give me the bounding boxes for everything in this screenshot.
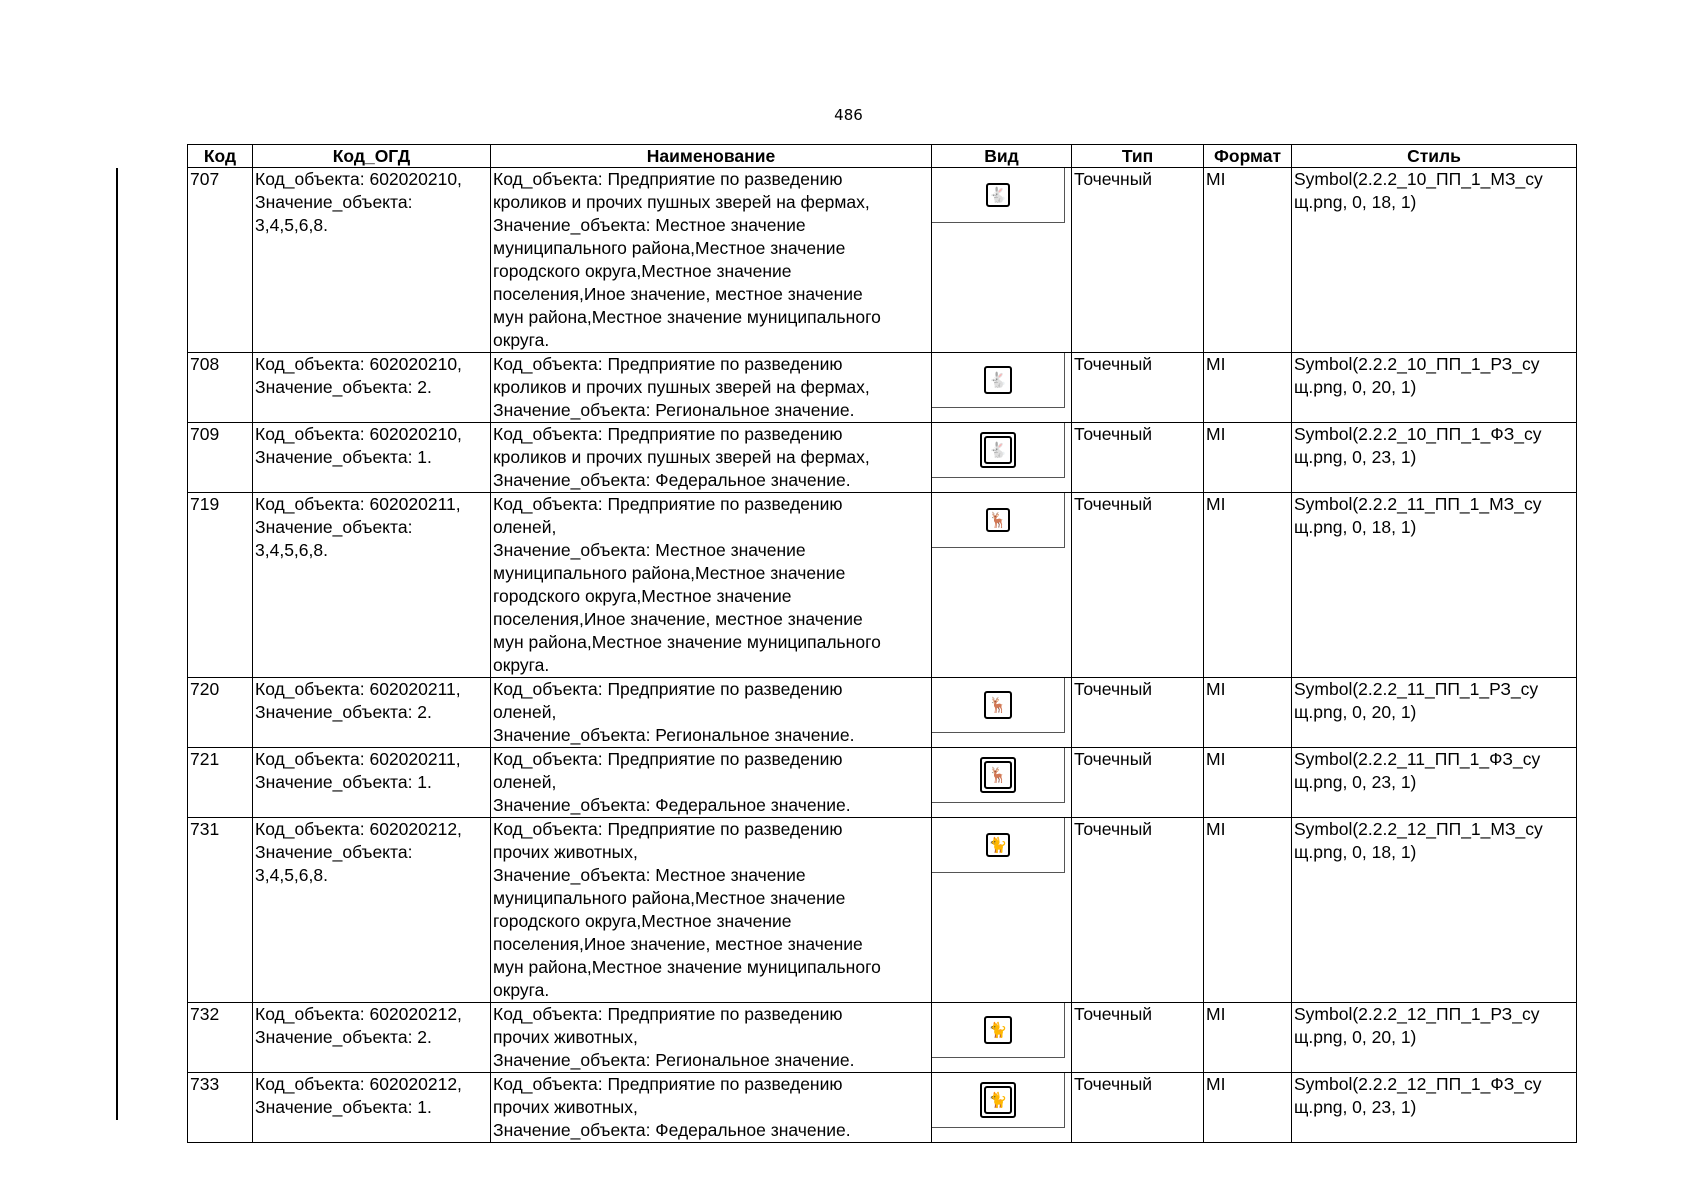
cell-kod: 708	[188, 353, 253, 423]
cell-format: MI	[1204, 1003, 1292, 1073]
cell-kod: 733	[188, 1073, 253, 1143]
cell-name: Код_объекта: Предприятие по разведению прочих животных, Значение_объекта: Региональное значение.	[491, 1003, 932, 1073]
cell-vid	[932, 1003, 1072, 1073]
cell-vid	[932, 493, 1072, 678]
symbol-glyph: 🦌	[984, 761, 1012, 789]
symbol-preview	[932, 748, 1065, 803]
cell-kod-ogd: Код_объекта: 602020211, Значение_объекта: 3,4,5,6,8.	[253, 493, 491, 678]
symbol-preview	[932, 423, 1065, 478]
table-row	[188, 1003, 1577, 1073]
cell-format: MI	[1204, 818, 1292, 1003]
margin-line	[116, 168, 118, 1120]
table-row	[188, 818, 1577, 1003]
cell-format: MI	[1204, 168, 1292, 353]
symbol-glyph: 🦌	[984, 691, 1012, 719]
rabbit-icon	[980, 432, 1016, 468]
cell-vid	[932, 353, 1072, 423]
cell-tip: Точечный	[1072, 1073, 1204, 1143]
deer-icon	[980, 757, 1016, 793]
symbol-glyph: 🐈	[986, 833, 1010, 857]
symbol-registry-table	[187, 144, 1577, 1143]
cell-name: Код_объекта: Предприятие по разведению прочих животных, Значение_объекта: Федеральное значение.	[491, 1073, 932, 1143]
cell-vid	[932, 678, 1072, 748]
cell-tip: Точечный	[1072, 748, 1204, 818]
symbol-preview	[932, 818, 1065, 873]
animal-icon	[980, 1082, 1016, 1118]
cell-kod-ogd: Код_объекта: 602020210, Значение_объекта: 1.	[253, 423, 491, 493]
cell-kod-ogd: Код_объекта: 602020212, Значение_объекта: 3,4,5,6,8.	[253, 818, 491, 1003]
cell-name: Код_объекта: Предприятие по разведению кроликов и прочих пушных зверей на фермах, Значение_объекта: Федеральное значение.	[491, 423, 932, 493]
cell-name: Код_объекта: Предприятие по разведению прочих животных, Значение_объекта: Местное значение муниципального района,Местное значение городского округа,Местное значение поселения,Иное значение, местное значение мун района,Местное значение муниципального округа.	[491, 818, 932, 1003]
header-kod-ogd: Код_ОГД	[253, 145, 491, 168]
cell-tip: Точечный	[1072, 678, 1204, 748]
cell-format: MI	[1204, 353, 1292, 423]
cell-kod: 719	[188, 493, 253, 678]
table-row	[188, 678, 1577, 748]
cell-format: MI	[1204, 678, 1292, 748]
cell-format: MI	[1204, 493, 1292, 678]
cell-kod: 709	[188, 423, 253, 493]
table-header-row	[188, 145, 1577, 168]
cell-format: MI	[1204, 423, 1292, 493]
cell-style: Symbol(2.2.2_10_ПП_1_МЗ_су щ.png, 0, 18, 1)	[1292, 168, 1577, 353]
symbol-glyph: 🐈	[984, 1086, 1012, 1114]
cell-kod-ogd: Код_объекта: 602020212, Значение_объекта: 1.	[253, 1073, 491, 1143]
cell-format: MI	[1204, 748, 1292, 818]
cell-vid	[932, 423, 1072, 493]
cell-format: MI	[1204, 1073, 1292, 1143]
cell-kod: 707	[188, 168, 253, 353]
symbol-preview	[932, 678, 1065, 733]
animal-icon	[984, 1016, 1012, 1044]
symbol-glyph: 🐇	[984, 436, 1012, 464]
cell-kod: 732	[188, 1003, 253, 1073]
cell-kod-ogd: Код_объекта: 602020210, Значение_объекта: 3,4,5,6,8.	[253, 168, 491, 353]
cell-kod: 731	[188, 818, 253, 1003]
header-format: Формат	[1204, 145, 1292, 168]
cell-kod-ogd: Код_объекта: 602020211, Значение_объекта: 2.	[253, 678, 491, 748]
rabbit-icon	[984, 366, 1012, 394]
cell-name: Код_объекта: Предприятие по разведению оленей, Значение_объекта: Региональное значение.	[491, 678, 932, 748]
cell-style: Symbol(2.2.2_10_ПП_1_РЗ_су щ.png, 0, 20, 1)	[1292, 353, 1577, 423]
table-row	[188, 168, 1577, 353]
symbol-preview	[932, 1073, 1065, 1128]
cell-name: Код_объекта: Предприятие по разведению кроликов и прочих пушных зверей на фермах, Значение_объекта: Местное значение муниципального района,Местное значение городского округа,Местное значение поселения,Иное значение, местное значение мун района,Местное значение муниципального округа.	[491, 168, 932, 353]
header-style: Стиль	[1292, 145, 1577, 168]
cell-vid	[932, 748, 1072, 818]
cell-tip: Точечный	[1072, 168, 1204, 353]
cell-name: Код_объекта: Предприятие по разведению кроликов и прочих пушных зверей на фермах, Значение_объекта: Региональное значение.	[491, 353, 932, 423]
cell-style: Symbol(2.2.2_12_ПП_1_ФЗ_су щ.png, 0, 23, 1)	[1292, 1073, 1577, 1143]
cell-tip: Точечный	[1072, 353, 1204, 423]
cell-style: Symbol(2.2.2_12_ПП_1_РЗ_су щ.png, 0, 20, 1)	[1292, 1003, 1577, 1073]
table-row	[188, 353, 1577, 423]
cell-style: Symbol(2.2.2_11_ПП_1_МЗ_су щ.png, 0, 18, 1)	[1292, 493, 1577, 678]
table-row	[188, 1073, 1577, 1143]
deer-icon	[984, 691, 1012, 719]
page-number: 486	[834, 106, 863, 124]
cell-tip: Точечный	[1072, 493, 1204, 678]
cell-style: Symbol(2.2.2_10_ПП_1_ФЗ_су щ.png, 0, 23, 1)	[1292, 423, 1577, 493]
cell-tip: Точечный	[1072, 423, 1204, 493]
table-row	[188, 423, 1577, 493]
table-row	[188, 493, 1577, 678]
symbol-glyph: 🐇	[984, 366, 1012, 394]
symbol-preview	[932, 493, 1065, 548]
cell-style: Symbol(2.2.2_11_ПП_1_РЗ_су щ.png, 0, 20, 1)	[1292, 678, 1577, 748]
cell-vid	[932, 818, 1072, 1003]
table-row	[188, 748, 1577, 818]
symbol-preview	[932, 168, 1065, 223]
cell-vid	[932, 1073, 1072, 1143]
cell-style: Symbol(2.2.2_11_ПП_1_ФЗ_су щ.png, 0, 23, 1)	[1292, 748, 1577, 818]
symbol-glyph: 🐈	[984, 1016, 1012, 1044]
header-name: Наименование	[491, 145, 932, 168]
cell-tip: Точечный	[1072, 818, 1204, 1003]
header-kod: Код	[188, 145, 253, 168]
symbol-glyph: 🐇	[986, 183, 1010, 207]
cell-style: Symbol(2.2.2_12_ПП_1_МЗ_су щ.png, 0, 18, 1)	[1292, 818, 1577, 1003]
cell-vid	[932, 168, 1072, 353]
cell-kod-ogd: Код_объекта: 602020211, Значение_объекта: 1.	[253, 748, 491, 818]
cell-name: Код_объекта: Предприятие по разведению оленей, Значение_объекта: Федеральное значение.	[491, 748, 932, 818]
cell-name: Код_объекта: Предприятие по разведению оленей, Значение_объекта: Местное значение муниципального района,Местное значение городского округа,Местное значение поселения,Иное значение, местное значение мун района,Местное значение муниципального округа.	[491, 493, 932, 678]
animal-icon	[986, 833, 1010, 857]
symbol-preview	[932, 1003, 1065, 1058]
cell-kod-ogd: Код_объекта: 602020212, Значение_объекта: 2.	[253, 1003, 491, 1073]
header-vid: Вид	[932, 145, 1072, 168]
rabbit-icon	[986, 183, 1010, 207]
cell-tip: Точечный	[1072, 1003, 1204, 1073]
symbol-glyph: 🦌	[986, 508, 1010, 532]
header-tip: Тип	[1072, 145, 1204, 168]
cell-kod: 721	[188, 748, 253, 818]
deer-icon	[986, 508, 1010, 532]
cell-kod: 720	[188, 678, 253, 748]
symbol-preview	[932, 353, 1065, 408]
cell-kod-ogd: Код_объекта: 602020210, Значение_объекта: 2.	[253, 353, 491, 423]
